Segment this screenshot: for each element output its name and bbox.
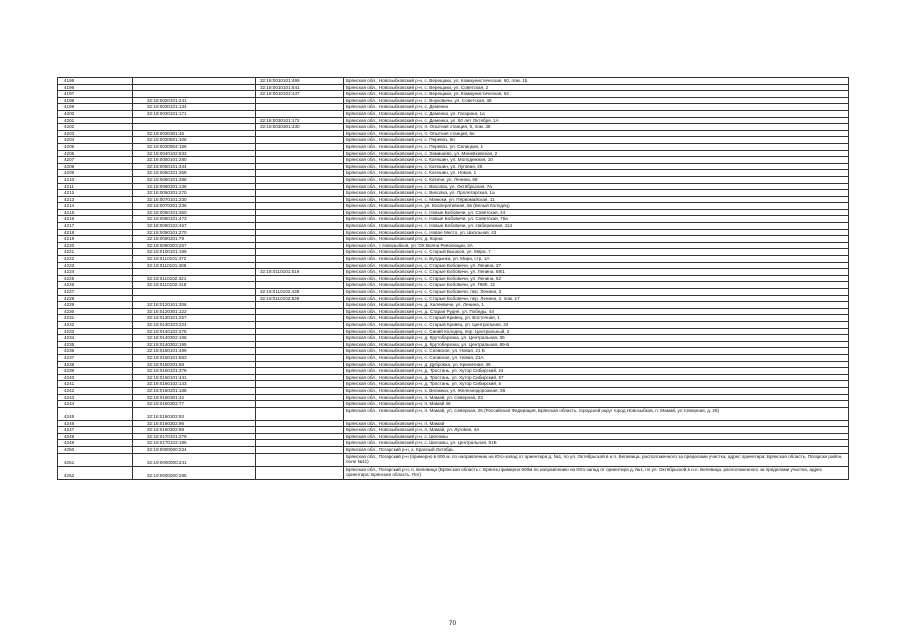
cadastral-number-alt-cell — [256, 335, 344, 342]
row-number-cell: 4198 — [58, 97, 133, 104]
address-cell: Брянская обл., Новозыбковский р-н, с. Верещаки, ул. Коммунистическая, 60, пом. 15 — [344, 78, 849, 85]
address-cell: Брянская обл., Новозыбковский р-н, с. Старые Бобовичи, ул. Ленина, 62 — [344, 275, 849, 282]
cadastral-number-alt-cell — [256, 150, 344, 157]
table-row — [58, 196, 849, 203]
row-number-cell: 4250 — [58, 447, 133, 454]
address-cell: Брянская обл., Новозыбковский р-н, п. Мамай 46 — [344, 401, 849, 408]
table-row — [58, 157, 849, 164]
table-row — [58, 401, 849, 408]
address-cell: Брянская обл., Новозыбковский р-н, п. Мамай, ул. Луговая, 4А — [344, 427, 849, 434]
row-number-cell: 4199 — [58, 104, 133, 111]
address-cell: Брянская обл., Новозыбковский р-н, с. Внуковичи, ул. Советская, 38 — [344, 97, 849, 104]
cadastral-number-cell: 32:18:0160201:188 — [133, 387, 256, 394]
row-number-cell: 4208 — [58, 163, 133, 170]
table-row — [58, 242, 849, 249]
address-cell: Брянская обл., Новозыбковский р-н, с. Верещаки, ул. Коммунистическая, 62 — [344, 91, 849, 98]
cadastral-number-cell: 32:18:0160101:378 — [133, 368, 256, 375]
address-cell: Брянская обл., Новозыбковский р-н, д. Корна — [344, 236, 849, 243]
table-row — [58, 150, 849, 157]
row-number-cell: 4242 — [58, 387, 133, 394]
row-number-cell: 4237 — [58, 354, 133, 361]
cadastral-number-cell: 32:18:0120101:306 — [133, 302, 256, 309]
row-number-cell: 4214 — [58, 203, 133, 210]
cadastral-number-cell: 32:18:0070201:236 — [133, 203, 256, 210]
table-row — [58, 229, 849, 236]
cadastral-number-alt-cell — [256, 466, 344, 479]
cadastral-number-alt-cell — [256, 157, 344, 164]
cadastral-number-cell — [133, 269, 256, 276]
cadastral-number-cell: 32:18:0130101:257 — [133, 315, 256, 322]
table-row — [58, 453, 849, 466]
table-row — [58, 420, 849, 427]
cadastral-number-alt-cell — [256, 209, 344, 216]
cadastral-number-cell: 32:18:0080101:360 — [133, 209, 256, 216]
cadastral-number-alt-cell — [256, 203, 344, 210]
address-cell: Брянская обл., Новозыбковский р-н, с. Катичи, ул. Ленина, 69 — [344, 176, 849, 183]
cadastral-number-cell: 32:18:0050101:358 — [133, 170, 256, 177]
cadastral-number-cell: 32:18:0170101:279 — [133, 433, 256, 440]
cadastral-number-cell: 32:18:0030904:156 — [133, 143, 256, 150]
cadastral-number-cell: 32:18:0050101:280 — [133, 157, 256, 164]
table-row — [58, 124, 849, 131]
cadastral-number-alt-cell: 32:18:0030101:172 — [256, 117, 344, 124]
cadastral-number-alt-cell — [256, 242, 344, 249]
address-cell: Брянская обл., г. Новозыбков, ул. ОХ Волна Революции, 2А — [344, 242, 849, 249]
cadastral-number-alt-cell: 32:18:0110102:439 — [256, 289, 344, 296]
table-row — [58, 190, 849, 197]
address-cell: Брянская обл., Новозыбковский р-н, д. Дубровка, ул. Криничная, 36 — [344, 361, 849, 368]
table-row — [58, 315, 849, 322]
cadastral-number-alt-cell — [256, 321, 344, 328]
cadastral-number-alt-cell — [256, 354, 344, 361]
address-cell: Брянская обл., Новозыбковский р-н, с. Новые Бобовичи, ул. Советская, 44 — [344, 209, 849, 216]
address-cell: Брянская обл., Новозыбковский р-н, с. Новые Бобовичи, ул. Советская, 75а — [344, 216, 849, 223]
cadastral-number-cell: 32:18:0150201:68 — [133, 361, 256, 368]
address-cell: Брянская обл., Новозыбковский р-н, х. Булдынка, ул. Мира, стр. 1А — [344, 256, 849, 263]
row-number-cell: 4245 — [58, 407, 133, 420]
row-number-cell: 4200 — [58, 110, 133, 117]
cadastral-number-cell: 32:18:0060201:136 — [133, 183, 256, 190]
address-cell: Брянская обл., Новозыбковский р-н, д. Крутоберезка, ул. Центральная, 69-Б — [344, 341, 849, 348]
table-row — [58, 249, 849, 256]
row-number-cell: 4235 — [58, 341, 133, 348]
row-number-cell: 4219 — [58, 236, 133, 243]
row-number-cell: 4222 — [58, 256, 133, 263]
row-number-cell: 4195 — [58, 78, 133, 85]
table-row — [58, 163, 849, 170]
address-cell: Брянская обл., Новозыбковский р-н, п. Мамай, ул. Северная, 23 — [344, 394, 849, 401]
cadastral-number-cell: 32:18:0160301:42 — [133, 394, 256, 401]
cadastral-number-alt-cell — [256, 170, 344, 177]
address-cell: Брянская обл., Новозыбковский р-н, д. Крутоберезка, ул. Центральная, 35 — [344, 335, 849, 342]
cadastral-number-cell: 32:18:0090101:270 — [133, 229, 256, 236]
cadastral-number-alt-cell — [256, 183, 344, 190]
cadastral-number-cell: 32:18:0150101:563 — [133, 354, 256, 361]
row-number-cell: 4239 — [58, 368, 133, 375]
address-cell: Брянская обл., Новозыбковский р-н, с. Старый Кривец, ул. Центральная, 34 — [344, 321, 849, 328]
cadastral-number-alt-cell — [256, 433, 344, 440]
row-number-cell: 4234 — [58, 335, 133, 342]
cadastral-number-alt-cell: 32:18:0010101:541 — [256, 84, 344, 91]
cadastral-number-alt-cell: 32:18:0110102:539 — [256, 295, 344, 302]
table-row — [58, 176, 849, 183]
address-cell: Брянская обл., Новозыбковский р-н, с. Новые Бобовичи, ул. Набережная, 114 — [344, 223, 849, 230]
table-row — [58, 289, 849, 296]
cadastral-number-cell: 32:18:0090201:79 — [133, 236, 256, 243]
row-number-cell: 4196 — [58, 84, 133, 91]
address-cell: Брянская обл., Новозыбковский р-н, с. Катешин, ул. Новая, 1 — [344, 170, 849, 177]
cadastral-number-cell — [133, 124, 256, 131]
address-cell: Брянская обл., Новозыбковский р-н, д. Тростань, ул. Хутор Сибирский, 24 — [344, 368, 849, 375]
address-cell: Брянская обл., Новозыбковский р-н, с. Синий Колодец, пер. Центральный, 2 — [344, 328, 849, 335]
cadastral-number-cell — [133, 295, 256, 302]
cadastral-number-cell: 32:18:0150101:499 — [133, 348, 256, 355]
cadastral-number-cell: 32:18:0030101:171 — [133, 110, 256, 117]
address-cell: Брянская обл., Новозыбковский р-н, п. Мамай, ул. Северная, 25 (Российская Федерация, Брянская область, городской округ город Новозыбков, п. Мамай, ул.Северная, д. 25) — [344, 407, 849, 420]
cadastral-number-cell — [133, 289, 256, 296]
cadastral-number-alt-cell — [256, 440, 344, 447]
address-cell: Брянская обл., Новозыбковский р-н, с. Деменка, ул. Гагарина, 1а — [344, 110, 849, 117]
row-number-cell: 4216 — [58, 216, 133, 223]
cadastral-number-cell: 32:18:0030501:108 — [133, 137, 256, 144]
table-row — [58, 321, 849, 328]
page-number: 70 — [448, 620, 457, 627]
table-row — [58, 447, 849, 454]
cadastral-number-cell: 32:18:0030101:134 — [133, 104, 256, 111]
cadastral-number-alt-cell — [256, 236, 344, 243]
cadastral-number-cell: 32:18:0160302:77 — [133, 401, 256, 408]
row-number-cell: 4223 — [58, 262, 133, 269]
table-row — [58, 335, 849, 342]
address-cell: Брянская обл., Погарский р-н, х. Красный Октябрь — [344, 447, 849, 454]
table-row — [58, 117, 849, 124]
table-row — [58, 97, 849, 104]
row-number-cell: 4231 — [58, 315, 133, 322]
cadastral-number-cell: 32:18:0140302:166 — [133, 335, 256, 342]
address-cell: Брянская обл., Новозыбковский р-н, с. Старые Бобовичи, ул. Ленина, 37 — [344, 262, 849, 269]
table-row — [58, 84, 849, 91]
table-row — [58, 110, 849, 117]
row-number-cell: 4228 — [58, 295, 133, 302]
cadastral-number-cell: 32:18:0160302:93 — [133, 407, 256, 420]
address-cell: Брянская обл., Новозыбковский р-н, с. Шеломы — [344, 433, 849, 440]
cadastral-number-cell: 32:18:0120301:122 — [133, 308, 256, 315]
cadastral-number-alt-cell — [256, 282, 344, 289]
row-number-cell: 4227 — [58, 289, 133, 296]
table-row — [58, 256, 849, 263]
address-cell: Брянская обл., Новозыбковский р-н, х. Велижка, ул. Железнодорожная, 38 — [344, 387, 849, 394]
row-number-cell: 4212 — [58, 190, 133, 197]
table-row — [58, 368, 849, 375]
address-cell: Брянская обл., Новозыбковский р-н, с. Старые Бобовичи, ул. Ленина, 68/1 — [344, 269, 849, 276]
cadastral-number-cell: 32:18:0110102:418 — [133, 282, 256, 289]
table-row — [58, 170, 849, 177]
table-row — [58, 466, 849, 479]
row-number-cell: 4207 — [58, 157, 133, 164]
cadastral-number-alt-cell — [256, 97, 344, 104]
address-cell: Брянская обл., Новозыбковский р-н, п. Опытная станция, 6, пом. 38 — [344, 124, 849, 131]
cadastral-number-alt-cell — [256, 229, 344, 236]
cadastral-number-alt-cell — [256, 104, 344, 111]
cadastral-number-cell: 32:18:0110101:488 — [133, 262, 256, 269]
table-row — [58, 328, 849, 335]
cadastral-number-cell: 32:18:0170102:195 — [133, 440, 256, 447]
table-row — [58, 374, 849, 381]
table-row — [58, 302, 849, 309]
table-row — [58, 282, 849, 289]
table-row — [58, 262, 849, 269]
cadastral-number-cell: 32:18:0140102:275 — [133, 328, 256, 335]
registry-table — [57, 77, 849, 480]
cadastral-number-cell: 32:18:0060101:288 — [133, 176, 256, 183]
cadastral-number-alt-cell — [256, 223, 344, 230]
cadastral-number-alt-cell — [256, 407, 344, 420]
address-cell: Брянская обл., Новозыбковский р-н, с. Деменка, ул. 50 лет Октября, 1А — [344, 117, 849, 124]
table-row — [58, 440, 849, 447]
cadastral-number-alt-cell — [256, 420, 344, 427]
table-row — [58, 275, 849, 282]
cadastral-number-cell: 32:18:0130103:224 — [133, 321, 256, 328]
table-row — [58, 269, 849, 276]
table-row — [58, 137, 849, 144]
row-number-cell: 4215 — [58, 209, 133, 216]
row-number-cell: 4218 — [58, 229, 133, 236]
address-cell: Брянская обл., Новозыбковский р-н, с. Катешин, ул. Луговая, 25 — [344, 163, 849, 170]
row-number-cell: 4247 — [58, 427, 133, 434]
row-number-cell: 4225 — [58, 275, 133, 282]
row-number-cell: 4243 — [58, 394, 133, 401]
cadastral-number-cell: 32:18:0110102:321 — [133, 275, 256, 282]
address-cell: Брянская обл., Новозыбковский р-н, с. Новое Место, ул. Школьная, 43 — [344, 229, 849, 236]
cadastral-number-cell: 32:18:0070101:230 — [133, 196, 256, 203]
cadastral-number-cell — [133, 91, 256, 98]
cadastral-number-alt-cell — [256, 176, 344, 183]
row-number-cell: 4244 — [58, 401, 133, 408]
row-number-cell: 4248 — [58, 433, 133, 440]
address-cell: Брянская обл., Новозыбковский р-н, д. Старая Рудня, ул. Победы, 44 — [344, 308, 849, 315]
cadastral-number-alt-cell — [256, 328, 344, 335]
cadastral-number-alt-cell — [256, 447, 344, 454]
row-number-cell: 4217 — [58, 223, 133, 230]
table-row — [58, 91, 849, 98]
address-cell: Брянская обл., Новозыбковский р-н, с. Манюки, ул. Первомайская, 11 — [344, 196, 849, 203]
cadastral-number-alt-cell — [256, 190, 344, 197]
table-row — [58, 130, 849, 137]
row-number-cell: 4209 — [58, 170, 133, 177]
cadastral-number-alt-cell — [256, 341, 344, 348]
cadastral-number-alt-cell — [256, 427, 344, 434]
table-row — [58, 381, 849, 388]
cadastral-number-cell: 32:18:0050101:344 — [133, 163, 256, 170]
table-row — [58, 407, 849, 420]
cadastral-number-cell: 32:18:0140302:195 — [133, 341, 256, 348]
row-number-cell: 4210 — [58, 176, 133, 183]
row-number-cell: 4241 — [58, 381, 133, 388]
row-number-cell: 4220 — [58, 242, 133, 249]
table-row — [58, 104, 849, 111]
table-row — [58, 143, 849, 150]
cadastral-number-alt-cell — [256, 275, 344, 282]
cadastral-number-cell — [133, 78, 256, 85]
address-cell: Брянская обл., Новозыбковский р-н, д. Тростань, ул. Хутор Сибирский, 57 — [344, 374, 849, 381]
row-number-cell: 4232 — [58, 321, 133, 328]
cadastral-number-alt-cell — [256, 256, 344, 263]
cadastral-number-alt-cell — [256, 381, 344, 388]
cadastral-number-alt-cell — [256, 394, 344, 401]
cadastral-number-alt-cell — [256, 308, 344, 315]
table-row — [58, 308, 849, 315]
row-number-cell: 4213 — [58, 196, 133, 203]
table-row — [58, 78, 849, 85]
row-number-cell: 4197 — [58, 91, 133, 98]
cadastral-number-alt-cell: 32:18:0010102:447 — [256, 91, 344, 98]
address-cell: Брянская обл., Новозыбковский р-н, с. Старые Бобовичи, пер. Ленина, 2, пом. 17 — [344, 295, 849, 302]
address-cell: Брянская обл., Новозыбковский р-н, с. Катешин, ул. Молодежная, 10 — [344, 157, 849, 164]
row-number-cell: 4246 — [58, 420, 133, 427]
cadastral-number-alt-cell — [256, 374, 344, 381]
cadastral-number-cell: 32:18:0080102:467 — [133, 223, 256, 230]
table-row — [58, 295, 849, 302]
table-row — [58, 394, 849, 401]
row-number-cell: 4204 — [58, 137, 133, 144]
address-cell: Брянская обл., Новозыбковский р-н, с. Деменка — [344, 104, 849, 111]
row-number-cell: 4202 — [58, 124, 133, 131]
address-cell: Брянская обл., Погарский р-н (примерно в 600 м. по направлению на Юго-запад от ориентира д. №1, по ул. Октябрьской в н.п. Белевица, расположенного за пределами участка, адрес ориентира: Брянская область, Погарски район, поле №11) — [344, 453, 849, 466]
address-cell: Брянская обл., Новозыбковский р-н, д. Халеевичи, ул. Ленина, 1 — [344, 302, 849, 309]
row-number-cell: 4236 — [58, 348, 133, 355]
row-number-cell: 4229 — [58, 302, 133, 309]
table-row — [58, 203, 849, 210]
table-row — [58, 348, 849, 355]
row-number-cell: 4251 — [58, 453, 133, 466]
cadastral-number-cell: 32:18:0080101:473 — [133, 216, 256, 223]
cadastral-number-alt-cell — [256, 262, 344, 269]
cadastral-number-cell: 32:18:0160102:143 — [133, 381, 256, 388]
cadastral-number-cell: 32:18:0100101:199 — [133, 249, 256, 256]
address-cell: Брянская обл., Новозыбковский р-н, с. Сновское, ул. Новая, 21А — [344, 354, 849, 361]
address-cell: Брянская обл., Новозыбковский р-н, ул. Кооперативная, 6в (Белый Колодец) — [344, 203, 849, 210]
cadastral-number-alt-cell — [256, 361, 344, 368]
row-number-cell: 4224 — [58, 269, 133, 276]
table-row — [58, 183, 849, 190]
table-row — [58, 433, 849, 440]
address-cell: Брянская обл., Новозыбковский р-н, с. Старые Бобовичи, ул. ПМК, 12 — [344, 282, 849, 289]
address-cell: Брянская обл., Новозыбковский р-н, с. Шеломы, ул. Центральная, 91Б — [344, 440, 849, 447]
cadastral-number-alt-cell: 32:18:0010101:499 — [256, 78, 344, 85]
address-cell: Брянская обл., Новозыбковский р-н, с. Перевоз, 6н — [344, 137, 849, 144]
table-row — [58, 361, 849, 368]
row-number-cell: 4249 — [58, 440, 133, 447]
address-cell: Брянская обл., Новозыбковский р-н, п. Опытная станция, 6н — [344, 130, 849, 137]
address-cell: Брянская обл., Новозыбковский р-н, с. Вихолка, ул. Октябрьская, 7а — [344, 183, 849, 190]
table-row — [58, 223, 849, 230]
row-number-cell: 4221 — [58, 249, 133, 256]
cadastral-number-cell: 32:18:0160101:441 — [133, 374, 256, 381]
table-row — [58, 341, 849, 348]
address-cell: Брянская обл., Новозыбковский р-н, с. Верещаки, ул. Советская, 2 — [344, 84, 849, 91]
cadastral-number-cell — [133, 84, 256, 91]
address-cell: Брянская обл., Новозыбковский р-н, с. Старый Кривец, ул. Восточная, 1 — [344, 315, 849, 322]
cadastral-number-alt-cell — [256, 143, 344, 150]
cadastral-number-cell: 32:18:0160302:96 — [133, 420, 256, 427]
cadastral-number-cell: 32:18:0160302:98 — [133, 427, 256, 434]
address-cell: Брянская обл., Новозыбковский р-н, д. Тростань, ул. Хутор Сибирский, 5 — [344, 381, 849, 388]
cadastral-number-alt-cell — [256, 216, 344, 223]
cadastral-number-cell: 32:18:0040102:533 — [133, 150, 256, 157]
address-cell: Брянская обл., Новозыбковский р-н, с. Старый Вышков, ул. Мира, 7 — [344, 249, 849, 256]
cadastral-number-cell: 32:18:0110101:472 — [133, 256, 256, 263]
row-number-cell: 4205 — [58, 143, 133, 150]
cadastral-number-alt-cell — [256, 401, 344, 408]
cadastral-number-cell: 32:19:0000000:241 — [133, 453, 256, 466]
table-row — [58, 209, 849, 216]
table-row — [58, 236, 849, 243]
row-number-cell: 4226 — [58, 282, 133, 289]
address-cell: Брянская обл., Погарский р-н, п. Белевица (Брянская область г. Брянск,примерно 600м по направлению на Юго-запад от ориентира д. №1, по ул. Октябрьской в н.п. Белевица, расположенного за пределами участка, адрес ориентира: Брянская область, Пог) — [344, 466, 849, 479]
cadastral-number-alt-cell — [256, 387, 344, 394]
cadastral-number-cell: 32:18:0020101:241 — [133, 97, 256, 104]
cadastral-number-alt-cell — [256, 453, 344, 466]
cadastral-number-alt-cell — [256, 196, 344, 203]
registry-table-body — [58, 78, 849, 480]
row-number-cell: 4238 — [58, 361, 133, 368]
cadastral-number-alt-cell — [256, 315, 344, 322]
cadastral-number-alt-cell — [256, 302, 344, 309]
address-cell: Брянская обл., Новозыбковский р-н, п. Мамай — [344, 420, 849, 427]
cadastral-number-cell: 32:18:0060201:270 — [133, 190, 256, 197]
cadastral-number-alt-cell — [256, 368, 344, 375]
address-cell: Брянская обл., Новозыбковский р-н, с. Вихолка, ул. Пролетарская, 1а — [344, 190, 849, 197]
row-number-cell: 4206 — [58, 150, 133, 157]
cadastral-number-alt-cell — [256, 137, 344, 144]
address-cell: Брянская обл., Новозыбковский р-н, с. Перевоз, ул. Селицкая, 1 — [344, 143, 849, 150]
cadastral-number-alt-cell: 32:18:0030301:330 — [256, 124, 344, 131]
cadastral-number-cell: 32:18:0090303:267 — [133, 242, 256, 249]
row-number-cell: 4230 — [58, 308, 133, 315]
table-row — [58, 216, 849, 223]
cadastral-number-cell — [133, 117, 256, 124]
table-row — [58, 427, 849, 434]
row-number-cell: 4252 — [58, 466, 133, 479]
row-number-cell: 4240 — [58, 374, 133, 381]
cadastral-number-alt-cell — [256, 110, 344, 117]
row-number-cell: 4211 — [58, 183, 133, 190]
cadastral-number-alt-cell — [256, 163, 344, 170]
address-cell: Брянская обл., Новозыбковский р-н, с. Замишево, ул. Маневховская, 2 — [344, 150, 849, 157]
address-cell: Брянская обл., Новозыбковский р-н, с. Старые Бобовичи, пер. Ленина, 3 — [344, 289, 849, 296]
cadastral-number-cell: 32:18:0030301:45 — [133, 130, 256, 137]
registry-sheet — [57, 77, 848, 480]
row-number-cell: 4201 — [58, 117, 133, 124]
cadastral-number-cell: 32:19:0000000:234 — [133, 447, 256, 454]
cadastral-number-alt-cell — [256, 348, 344, 355]
table-row — [58, 354, 849, 361]
row-number-cell: 4233 — [58, 328, 133, 335]
cadastral-number-alt-cell — [256, 130, 344, 137]
address-cell: Брянская обл., Новозыбковский р-н, с. Сновское, ул. Новая, 21 Б — [344, 348, 849, 355]
cadastral-number-cell: 32:19:0000000:285 — [133, 466, 256, 479]
cadastral-number-alt-cell — [256, 249, 344, 256]
cadastral-number-alt-cell: 32:18:0110101:519 — [256, 269, 344, 276]
row-number-cell: 4203 — [58, 130, 133, 137]
table-row — [58, 387, 849, 394]
